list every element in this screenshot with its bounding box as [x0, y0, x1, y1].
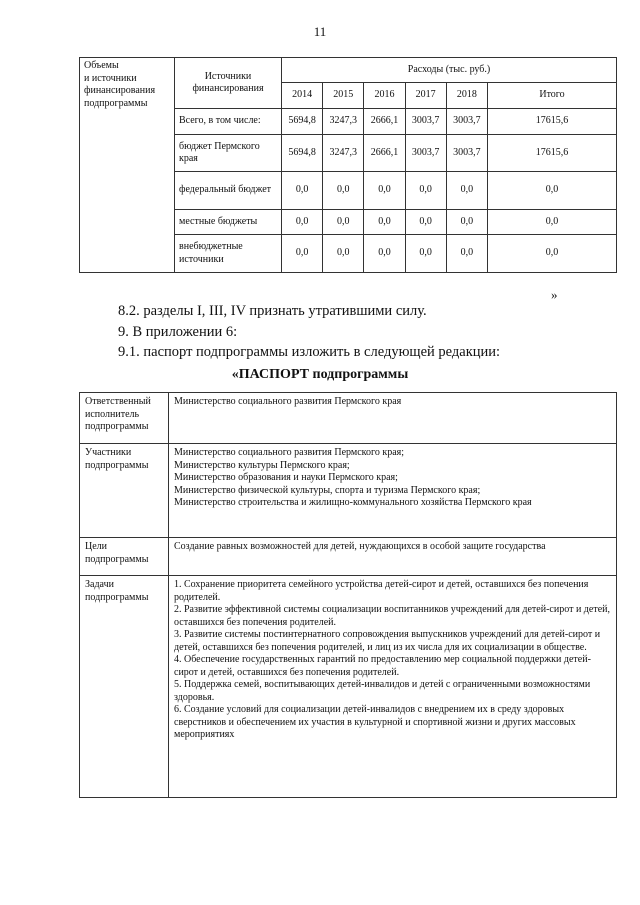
cell-value: 0,0 [405, 235, 446, 273]
row-label: федеральный бюджет [175, 172, 282, 210]
cell-value: 17615,6 [488, 135, 617, 172]
goals-label: Цели подпрограммы [80, 538, 169, 576]
cell-value: 3003,7 [405, 109, 446, 135]
paragraph: 8.2. разделы I, III, IV признать утратившими силу. [118, 303, 427, 319]
row-label: бюджет Пермского края [175, 135, 282, 172]
cell-value: 0,0 [405, 210, 446, 235]
task-item: 3. Развитие системы постинтернатного сопровождения выпускников учреждений для детей-сирот и детей, оставшихся без попечения родителей, и лиц из их числа для их социализации в обществе. [174, 629, 601, 653]
cell-value: 0,0 [323, 235, 364, 273]
table-row [80, 576, 617, 798]
cell-value: 5694,8 [282, 135, 323, 172]
cell-value: 0,0 [446, 235, 487, 273]
cell-value: 0,0 [364, 235, 405, 273]
passport-table [79, 392, 617, 798]
participants-label: Участники подпрограммы [80, 444, 169, 538]
participant-item: Министерство строительства и жилищно-коммунального хозяйства Пермского края [174, 497, 532, 508]
participant-item: Министерство культуры Пермского края; [174, 459, 350, 471]
cell-value: 3003,7 [446, 109, 487, 135]
table-row [80, 538, 617, 576]
participant-item: Министерство социального развития Пермского края; [174, 447, 405, 458]
page-number: 11 [313, 24, 327, 39]
cell-value: 0,0 [446, 172, 487, 210]
year-header: 2017 [405, 83, 446, 109]
cell-value: 3247,3 [323, 135, 364, 172]
cell-value: 0,0 [405, 172, 446, 210]
cell-value: 0,0 [282, 172, 323, 210]
cell-value: 2666,1 [364, 109, 405, 135]
cell-value: 5694,8 [282, 109, 323, 135]
cell-value: 0,0 [323, 210, 364, 235]
goals-value: Создание равных возможностей для детей, нуждающихся в особой защите государства [169, 538, 617, 576]
table-row [80, 444, 617, 538]
table-row [80, 393, 617, 444]
task-item: 6. Создание условий для социализации детей-инвалидов с внедрением их в среду здоровых сверстников и обеспечением их участия в культурной и спортивной жизни и других массовых мероприятиях [174, 704, 576, 740]
cell-value: 0,0 [323, 172, 364, 210]
cell-value: 0,0 [488, 172, 617, 210]
task-item: 1. Сохранение приоритета семейного устройства детей-сирот и детей, оставшихся без попечения родителей. [174, 579, 589, 603]
cell-value: 0,0 [488, 235, 617, 273]
cell-value: 3247,3 [323, 109, 364, 135]
row-label: внебюджетные источники [175, 235, 282, 273]
paragraph: 9.1. паспорт подпрограммы изложить в следующей редакции: [118, 344, 501, 360]
financing-table [79, 57, 617, 273]
total-header: Итого [488, 83, 617, 109]
cell-value: 17615,6 [488, 109, 617, 135]
cell-value: 0,0 [364, 210, 405, 235]
financing-label: Объемы и источники финансирования подпрограммы [80, 58, 175, 273]
task-item: 4. Обеспечение государственных гарантий по предоставлению мер социальной поддержки детей-сирот и детей, оставшихся без попечения родителей. [174, 654, 591, 678]
paragraph: 9. В приложении 6: [118, 324, 238, 340]
executor-value: Министерство социального развития Пермского края [169, 393, 617, 444]
year-header: 2014 [282, 83, 323, 109]
tasks-list [169, 576, 617, 798]
task-item: 2. Развитие эффективной системы социализации воспитанников учреждений для детей-сирот и детей, оставшихся без попечения родителей. [174, 604, 610, 628]
passport-title: «ПАСПОРТ подпрограммы [231, 367, 409, 382]
task-item: 5. Поддержка семей, воспитывающих детей-инвалидов и детей с ограниченными возможностями здоровья. [174, 679, 591, 703]
participant-item: Министерство образования и науки Пермского края; [174, 472, 398, 483]
source-header: Источники финансирования [175, 58, 282, 109]
cell-value: 3003,7 [405, 135, 446, 172]
participants-list [169, 444, 617, 538]
cell-value: 0,0 [446, 210, 487, 235]
cell-value: 0,0 [282, 210, 323, 235]
year-header: 2018 [446, 83, 487, 109]
cell-value: 2666,1 [364, 135, 405, 172]
row-label: местные бюджеты [175, 210, 282, 235]
cell-value: 0,0 [364, 172, 405, 210]
tasks-label: Задачи подпрограммы [80, 576, 169, 798]
participant-item: Министерство физической культуры, спорта и туризма Пермского края; [174, 484, 481, 496]
closing-quote: » [551, 287, 558, 302]
row-label: Всего, в том числе: [175, 109, 282, 135]
cell-value: 0,0 [488, 210, 617, 235]
year-header: 2015 [323, 83, 364, 109]
cell-value: 0,0 [282, 235, 323, 273]
expenses-header: Расходы (тыс. руб.) [282, 58, 617, 83]
executor-label: Ответственный исполнитель подпрограммы [80, 393, 169, 444]
year-header: 2016 [364, 83, 405, 109]
cell-value: 3003,7 [446, 135, 487, 172]
